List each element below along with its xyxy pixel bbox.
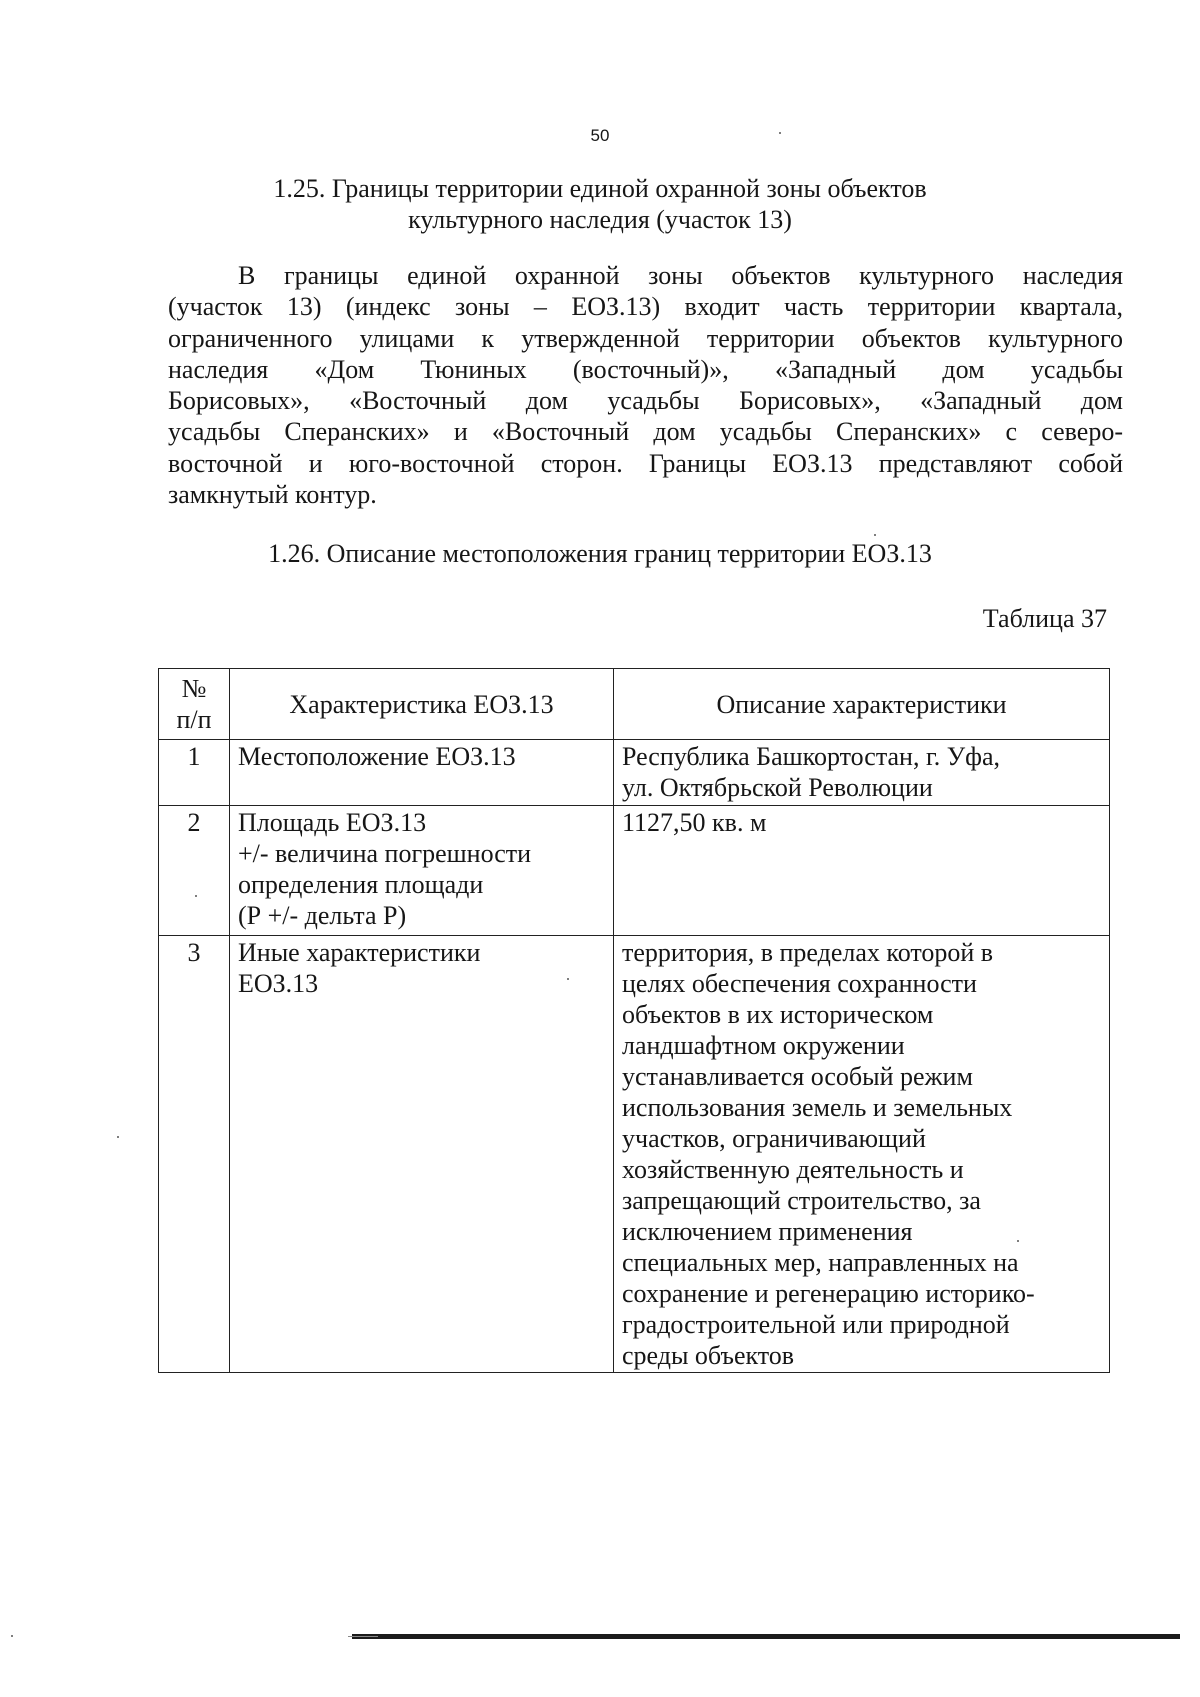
paragraph-line: (участок 13) (индекс зоны – ЕОЗ.13) входит часть территории квартала, <box>168 292 1123 322</box>
heading-line: 1.26. Описание местоположения границ территории ЕОЗ.13 <box>268 539 932 568</box>
cell-line: хозяйственную деятельность и <box>622 1155 964 1184</box>
cell-line: специальных мер, направленных на <box>622 1248 1019 1277</box>
row-number: 1 <box>159 740 230 806</box>
table-row <box>159 806 1110 936</box>
paragraph-line: В границы единой охранной зоны объектов культурного наследия <box>238 261 1123 290</box>
header-description: Описание характеристики <box>614 669 1110 740</box>
cell-line: градостроительной или природной <box>622 1310 1010 1339</box>
paragraph-line: наследия «Дом Тюниных (восточный)», «Западный дом усадьбы <box>168 354 1123 384</box>
table-caption: Таблица 37 <box>982 604 1107 633</box>
paragraph-line: усадьбы Сперанских» и «Восточный дом усадьбы Сперанских» с северо- <box>168 417 1123 447</box>
paragraph-line: замкнутый контур. <box>168 480 377 510</box>
cell-line: (Р +/- дельта Р) <box>238 901 407 930</box>
section-heading-1-25 <box>160 173 1040 235</box>
cell-line: территория, в пределах которой в <box>622 938 994 967</box>
scan-dot <box>117 1136 119 1138</box>
scan-dot <box>1017 1240 1019 1242</box>
cell-line: Площадь ЕОЗ.13 <box>238 808 427 837</box>
header-number-line: № <box>181 674 207 703</box>
bottom-rule <box>352 1634 1180 1639</box>
scan-dot <box>874 534 876 536</box>
cell-line: участков, ограничивающий <box>622 1124 926 1153</box>
page-number: 50 <box>590 126 610 145</box>
scan-dot <box>195 895 197 897</box>
cell-line: запрещающий строительство, за <box>622 1186 981 1215</box>
cell-line: +/- величина погрешности <box>238 839 532 868</box>
cell-line: ЕОЗ.13 <box>238 969 319 998</box>
paragraph-line: восточной и юго-восточной сторон. Границы ЕОЗ.13 представляют собой <box>168 448 1123 478</box>
cell-line: ландшафтном окружении <box>622 1031 905 1060</box>
heading-line: культурного наследия (участок 13) <box>408 205 792 234</box>
row-number: 2 <box>159 806 230 936</box>
scan-dot <box>567 978 569 980</box>
row-description <box>614 806 1110 936</box>
cell-line: Иные характеристики <box>238 938 481 967</box>
paragraph-line: ограниченного улицами к утвержденной территории объектов культурного <box>168 323 1123 353</box>
characteristics-table <box>158 668 1110 1373</box>
cell-line: объектов в их историческом <box>622 1000 934 1029</box>
row-characteristic <box>230 806 614 936</box>
cell-line: ул. Октябрьской Революции <box>622 773 933 802</box>
table-row <box>159 936 1110 1373</box>
cell-line: использования земель и земельных <box>622 1093 1013 1122</box>
section-paragraph <box>168 260 1123 510</box>
header-characteristic: Характеристика ЕОЗ.13 <box>230 669 614 740</box>
header-number-line: п/п <box>176 705 212 734</box>
scan-dot <box>11 1635 13 1637</box>
heading-line: 1.25. Границы территории единой охранной зоны объектов <box>273 174 927 203</box>
row-characteristic <box>230 936 614 1373</box>
section-heading-1-26 <box>160 538 1040 569</box>
cell-line: определения площади <box>238 870 484 899</box>
paragraph-line: Борисовых», «Восточный дом усадьбы Борисовых», «Западный дом <box>168 386 1123 416</box>
cell-line: устанавливается особый режим <box>622 1062 973 1091</box>
cell-line: целях обеспечения сохранности <box>622 969 977 998</box>
table-header-row <box>159 669 1110 740</box>
row-characteristic <box>230 740 614 806</box>
header-number <box>159 669 230 740</box>
table-row <box>159 740 1110 806</box>
row-description <box>614 936 1110 1373</box>
row-description <box>614 740 1110 806</box>
cell-line: 1127,50 кв. м <box>622 808 767 837</box>
cell-line: сохранение и регенерацию историко- <box>622 1279 1035 1308</box>
cell-line: Республика Башкортостан, г. Уфа, <box>622 742 1000 771</box>
scan-dot <box>779 132 781 134</box>
row-number: 3 <box>159 936 230 1373</box>
cell-line: среды объектов <box>622 1341 795 1370</box>
cell-line: исключением применения <box>622 1217 913 1246</box>
cell-line: Местоположение ЕОЗ.13 <box>238 742 516 771</box>
